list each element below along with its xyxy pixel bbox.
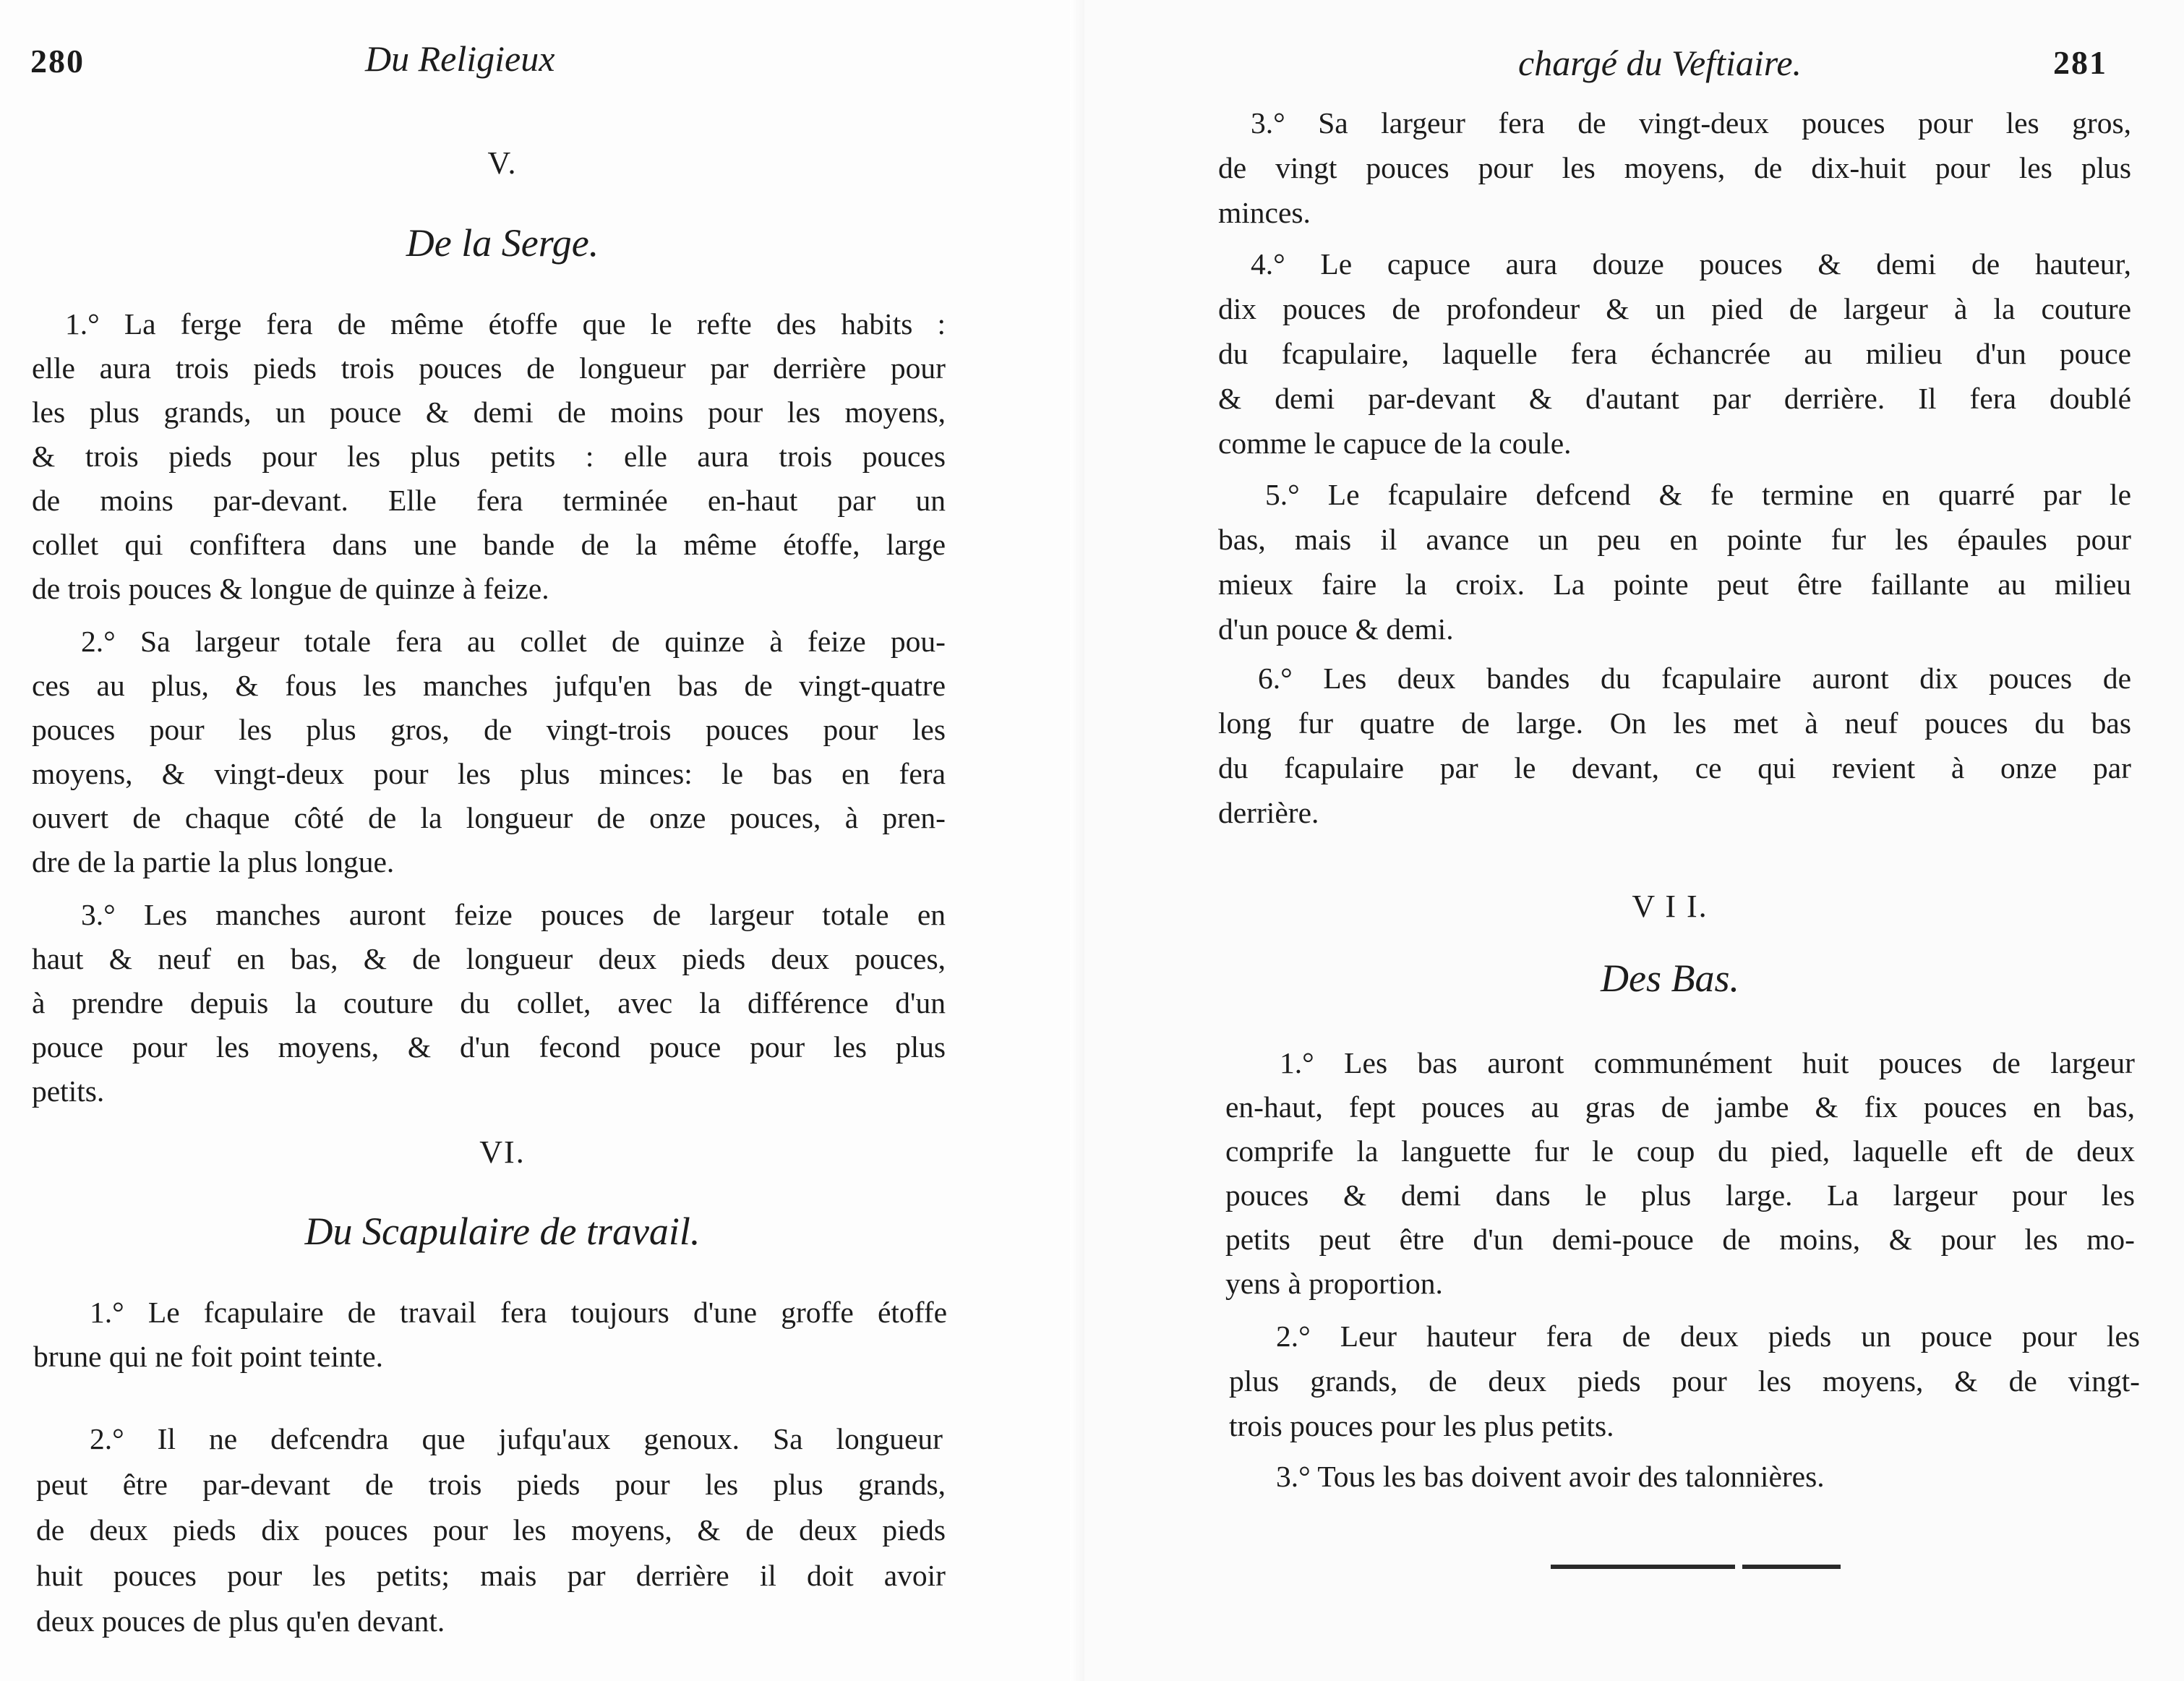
text-line: 4.° Le capuce aura douze pouces & demi de hauteur,	[1251, 247, 2131, 281]
text-line: minces.	[1218, 196, 1311, 229]
page-number: 281	[2053, 44, 2107, 81]
text-line: collet qui confiftera dans une bande de la même étoffe, large	[32, 528, 946, 561]
text-line: à prendre depuis la couture du collet, avec la différence d'un	[32, 986, 946, 1019]
text-line: mieux faire la croix. La pointe peut être faillante au milieu	[1218, 568, 2131, 601]
text-line: du fcapulaire par le devant, ce qui revient à onze par	[1218, 751, 2131, 784]
running-head: chargé du Veftiaire.	[1518, 43, 1802, 83]
text-line: 3.° Tous les bas doivent avoir des talonnières.	[1276, 1460, 1825, 1493]
text-line: long fur quatre de large. On les met à neuf pouces du bas	[1218, 706, 2131, 740]
text-line: ces au plus, & fous les manches jufqu'en bas de vingt-quatre	[32, 669, 946, 702]
text-line: 2.° Leur hauteur fera de deux pieds un pouce pour les	[1276, 1319, 2140, 1353]
text-line: 1.° Le fcapulaire de travail fera toujours d'une groffe étoffe	[90, 1296, 947, 1329]
text-line: & trois pieds pour les plus petits : elle aura trois pouces	[32, 440, 946, 473]
text-line: elle aura trois pieds trois pouces de longueur par derrière pour	[32, 351, 946, 385]
text-line: 3.° Sa largeur fera de vingt-deux pouces pour les gros,	[1251, 106, 2131, 140]
running-head: Du Religieux	[365, 38, 555, 79]
text-line: comprife la languette fur le coup du pied, laquelle eft de deux	[1225, 1134, 2135, 1168]
text-line: petits.	[32, 1074, 105, 1108]
text-line: moyens, & vingt-deux pour les plus minces: le bas en fera	[32, 757, 946, 790]
section-title-serge: De la Serge.	[406, 221, 599, 265]
text-line: du fcapulaire, laquelle fera échancrée au milieu d'un pouce	[1218, 337, 2131, 370]
section-numeral-vi: VI.	[479, 1134, 526, 1170]
text-line: 2.° Il ne defcendra que jufqu'aux genoux. Sa longueur	[90, 1422, 943, 1455]
text-line: pouces pour les plus gros, de vingt-trois pouces pour les	[32, 713, 946, 746]
text-line: comme le capuce de la coule.	[1218, 427, 1572, 460]
text-line: les plus grands, un pouce & demi de moins pour les moyens,	[32, 395, 946, 429]
text-line: huit pouces pour les petits; mais par derrière il doit avoir	[36, 1559, 946, 1592]
text-line: 1.° La ferge fera de même étoffe que le refte des habits :	[65, 307, 946, 341]
section-numeral-v: V.	[487, 145, 518, 181]
text-line: yens à proportion.	[1225, 1267, 1443, 1300]
text-line: pouces & demi dans le plus large. La largeur pour les	[1225, 1179, 2135, 1212]
text-line: ouvert de chaque côté de la longueur de onze pouces, à pren-	[32, 801, 946, 834]
text-line: dix pouces de profondeur & un pied de largeur à la couture	[1218, 292, 2131, 325]
right-page	[1084, 0, 2184, 1681]
text-line: derrière.	[1218, 796, 1319, 829]
text-line: plus grands, de deux pieds pour les moyens, & de vingt-	[1229, 1364, 2140, 1398]
text-line: 3.° Les manches auront feize pouces de largeur totale en	[81, 898, 946, 931]
text-line: trois pouces pour les plus petits.	[1229, 1409, 1614, 1442]
text-line: 6.° Les deux bandes du fcapulaire auront dix pouces de	[1258, 662, 2131, 695]
text-line: haut & neuf en bas, & de longueur deux pieds deux pouces,	[32, 942, 946, 975]
section-title-bas: Des Bas.	[1601, 957, 1739, 1000]
left-page	[0, 0, 1084, 1681]
section-title-scapulaire: Du Scapulaire de travail.	[304, 1210, 701, 1253]
text-line: de trois pouces & longue de quinze à feize.	[32, 572, 549, 605]
text-line: 2.° Sa largeur totale fera au collet de quinze à feize pou-	[81, 625, 946, 658]
text-line: d'un pouce & demi.	[1218, 612, 1454, 646]
text-line: petits peut être d'un demi-pouce de moins, & pour les mo-	[1225, 1223, 2135, 1256]
text-line: de deux pieds dix pouces pour les moyens, & de deux pieds	[36, 1513, 946, 1547]
text-line: dre de la partie la plus longue.	[32, 845, 395, 878]
text-line: 5.° Le fcapulaire defcend & fe termine en quarré par le	[1265, 478, 2131, 511]
text-line: brune qui ne foit point teinte.	[33, 1340, 384, 1373]
text-line: peut être par-devant de trois pieds pour les plus grands,	[36, 1468, 946, 1501]
end-rule	[1742, 1565, 1841, 1569]
end-rule	[1551, 1565, 1735, 1569]
text-line: en-haut, fept pouces au gras de jambe & fix pouces en bas,	[1225, 1090, 2135, 1124]
text-line: de vingt pouces pour les moyens, de dix-huit pour les plus	[1218, 151, 2131, 184]
text-line: de moins par-devant. Elle fera terminée en-haut par un	[32, 484, 946, 517]
text-line: 1.° Les bas auront communément huit pouces de largeur	[1280, 1046, 2135, 1079]
text-line: bas, mais il avance un peu en pointe fur les épaules pour	[1218, 523, 2131, 556]
section-numeral-vii: V I I.	[1632, 889, 1708, 924]
text-line: deux pouces de plus qu'en devant.	[36, 1604, 445, 1638]
text-line: pouce pour les moyens, & d'un fecond pouce pour les plus	[32, 1030, 946, 1064]
text-line: & demi par-devant & d'autant par derrière. Il fera doublé	[1218, 382, 2131, 415]
page-number: 280	[30, 43, 85, 80]
